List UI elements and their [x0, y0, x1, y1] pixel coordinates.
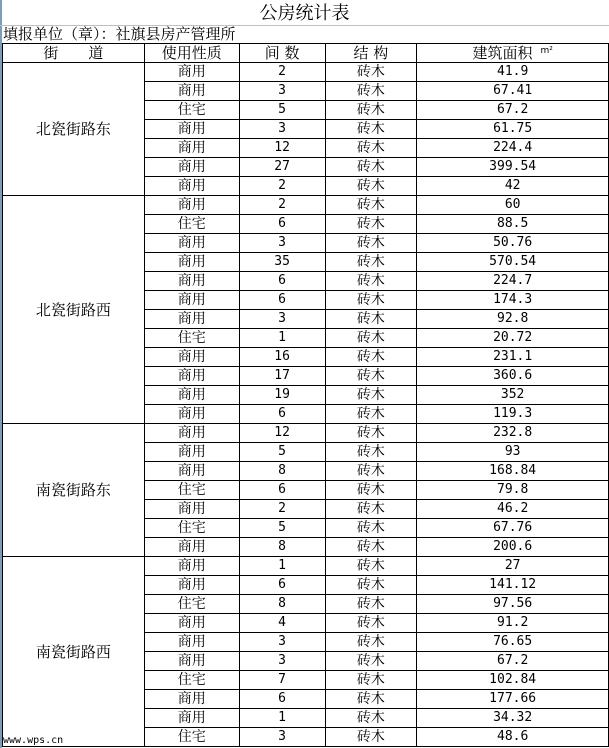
count-cell: 5	[239, 443, 325, 462]
count-cell: 8	[239, 538, 325, 557]
area-cell: 231.1	[417, 348, 609, 367]
street-cell: 南瓷街路西	[3, 557, 145, 747]
count-cell: 6	[239, 215, 325, 234]
area-cell: 224.7	[417, 272, 609, 291]
count-cell: 17	[239, 367, 325, 386]
header-area-label: 建筑面积	[472, 44, 533, 62]
structure-cell: 砖木	[325, 329, 417, 348]
count-cell: 3	[239, 234, 325, 253]
area-cell: 67.2	[417, 652, 609, 671]
count-cell: 19	[239, 386, 325, 405]
area-cell: 79.8	[417, 481, 609, 500]
count-cell: 5	[239, 101, 325, 120]
area-cell: 141.12	[417, 576, 609, 595]
count-cell: 1	[239, 329, 325, 348]
use-cell: 住宅	[144, 728, 239, 747]
structure-cell: 砖木	[325, 424, 417, 443]
structure-cell: 砖木	[325, 443, 417, 462]
area-cell: 174.3	[417, 291, 609, 310]
use-cell: 商用	[144, 253, 239, 272]
header-structure: 结 构	[325, 44, 417, 63]
area-cell: 34.32	[417, 709, 609, 728]
use-cell: 住宅	[144, 595, 239, 614]
area-cell: 97.56	[417, 595, 609, 614]
structure-cell: 砖木	[325, 671, 417, 690]
area-cell: 168.84	[417, 462, 609, 481]
use-cell: 商用	[144, 633, 239, 652]
header-count: 间 数	[239, 44, 325, 63]
header-street: 街 道	[3, 44, 145, 63]
structure-cell: 砖木	[325, 576, 417, 595]
area-cell: 60	[417, 196, 609, 215]
count-cell: 12	[239, 139, 325, 158]
count-cell: 6	[239, 481, 325, 500]
use-cell: 商用	[144, 120, 239, 139]
area-cell: 200.6	[417, 538, 609, 557]
use-cell: 商用	[144, 557, 239, 576]
use-cell: 商用	[144, 82, 239, 101]
count-cell: 27	[239, 158, 325, 177]
structure-cell: 砖木	[325, 652, 417, 671]
count-cell: 6	[239, 405, 325, 424]
area-cell: 76.65	[417, 633, 609, 652]
header-use: 使用性质	[144, 44, 239, 63]
area-cell: 119.3	[417, 405, 609, 424]
area-cell: 67.2	[417, 101, 609, 120]
structure-cell: 砖木	[325, 291, 417, 310]
count-cell: 5	[239, 519, 325, 538]
watermark: www.wps.cn	[3, 735, 64, 746]
structure-cell: 砖木	[325, 253, 417, 272]
area-cell: 50.76	[417, 234, 609, 253]
area-cell: 67.41	[417, 82, 609, 101]
area-cell: 48.6	[417, 728, 609, 747]
area-cell: 232.8	[417, 424, 609, 443]
use-cell: 商用	[144, 272, 239, 291]
use-cell: 商用	[144, 367, 239, 386]
use-cell: 住宅	[144, 481, 239, 500]
area-cell: 88.5	[417, 215, 609, 234]
page-title: 公房统计表	[0, 0, 609, 26]
area-cell: 224.4	[417, 139, 609, 158]
area-cell: 352	[417, 386, 609, 405]
area-cell: 42	[417, 177, 609, 196]
area-cell: 399.54	[417, 158, 609, 177]
count-cell: 8	[239, 462, 325, 481]
area-cell: 360.6	[417, 367, 609, 386]
structure-cell: 砖木	[325, 690, 417, 709]
use-cell: 商用	[144, 500, 239, 519]
count-cell: 3	[239, 120, 325, 139]
structure-cell: 砖木	[325, 63, 417, 82]
count-cell: 4	[239, 614, 325, 633]
table-row	[3, 196, 609, 215]
reporting-unit: 填报单位（章）：社旗县房产管理所	[3, 25, 236, 43]
use-cell: 商用	[144, 310, 239, 329]
use-cell: 商用	[144, 63, 239, 82]
structure-cell: 砖木	[325, 481, 417, 500]
structure-cell: 砖木	[325, 367, 417, 386]
structure-cell: 砖木	[325, 101, 417, 120]
header-area	[417, 44, 609, 63]
table-row	[3, 557, 609, 576]
structure-cell: 砖木	[325, 557, 417, 576]
use-cell: 商用	[144, 614, 239, 633]
structure-cell: 砖木	[325, 614, 417, 633]
street-cell: 南瓷街路东	[3, 424, 145, 557]
use-cell: 商用	[144, 405, 239, 424]
count-cell: 3	[239, 310, 325, 329]
header-area-unit: m²	[540, 46, 553, 56]
structure-cell: 砖木	[325, 272, 417, 291]
use-cell: 商用	[144, 538, 239, 557]
street-cell: 北瓷街路东	[3, 63, 145, 196]
use-cell: 商用	[144, 462, 239, 481]
area-cell: 570.54	[417, 253, 609, 272]
structure-cell: 砖木	[325, 139, 417, 158]
structure-cell: 砖木	[325, 177, 417, 196]
use-cell: 住宅	[144, 519, 239, 538]
area-cell: 20.72	[417, 329, 609, 348]
count-cell: 2	[239, 500, 325, 519]
count-cell: 3	[239, 633, 325, 652]
use-cell: 商用	[144, 158, 239, 177]
structure-cell: 砖木	[325, 196, 417, 215]
use-cell: 住宅	[144, 215, 239, 234]
area-cell: 61.75	[417, 120, 609, 139]
structure-cell: 砖木	[325, 633, 417, 652]
use-cell: 住宅	[144, 101, 239, 120]
structure-cell: 砖木	[325, 348, 417, 367]
count-cell: 6	[239, 576, 325, 595]
table-row	[3, 63, 609, 82]
area-cell: 92.8	[417, 310, 609, 329]
count-cell: 3	[239, 728, 325, 747]
structure-cell: 砖木	[325, 82, 417, 101]
count-cell: 2	[239, 177, 325, 196]
structure-cell: 砖木	[325, 405, 417, 424]
structure-cell: 砖木	[325, 709, 417, 728]
use-cell: 商用	[144, 690, 239, 709]
area-cell: 177.66	[417, 690, 609, 709]
area-cell: 46.2	[417, 500, 609, 519]
structure-cell: 砖木	[325, 158, 417, 177]
count-cell: 12	[239, 424, 325, 443]
structure-cell: 砖木	[325, 538, 417, 557]
structure-cell: 砖木	[325, 519, 417, 538]
count-cell: 3	[239, 652, 325, 671]
table-row	[3, 424, 609, 443]
use-cell: 住宅	[144, 329, 239, 348]
count-cell: 16	[239, 348, 325, 367]
public-housing-table	[2, 43, 609, 747]
use-cell: 商用	[144, 652, 239, 671]
structure-cell: 砖木	[325, 215, 417, 234]
use-cell: 商用	[144, 348, 239, 367]
area-cell: 41.9	[417, 63, 609, 82]
structure-cell: 砖木	[325, 120, 417, 139]
use-cell: 商用	[144, 424, 239, 443]
count-cell: 8	[239, 595, 325, 614]
count-cell: 2	[239, 63, 325, 82]
count-cell: 6	[239, 272, 325, 291]
structure-cell: 砖木	[325, 595, 417, 614]
count-cell: 1	[239, 557, 325, 576]
use-cell: 商用	[144, 709, 239, 728]
use-cell: 商用	[144, 386, 239, 405]
area-cell: 67.76	[417, 519, 609, 538]
structure-cell: 砖木	[325, 462, 417, 481]
structure-cell: 砖木	[325, 234, 417, 253]
use-cell: 商用	[144, 576, 239, 595]
area-cell: 102.84	[417, 671, 609, 690]
structure-cell: 砖木	[325, 500, 417, 519]
count-cell: 6	[239, 291, 325, 310]
use-cell: 商用	[144, 443, 239, 462]
use-cell: 商用	[144, 139, 239, 158]
structure-cell: 砖木	[325, 310, 417, 329]
header-row	[3, 44, 609, 63]
count-cell: 2	[239, 196, 325, 215]
count-cell: 7	[239, 671, 325, 690]
area-cell: 91.2	[417, 614, 609, 633]
count-cell: 1	[239, 709, 325, 728]
count-cell: 6	[239, 690, 325, 709]
count-cell: 3	[239, 82, 325, 101]
street-cell: 北瓷街路西	[3, 196, 145, 424]
structure-cell: 砖木	[325, 728, 417, 747]
structure-cell: 砖木	[325, 386, 417, 405]
use-cell: 住宅	[144, 671, 239, 690]
use-cell: 商用	[144, 234, 239, 253]
use-cell: 商用	[144, 196, 239, 215]
area-cell: 93	[417, 443, 609, 462]
area-cell: 27	[417, 557, 609, 576]
count-cell: 35	[239, 253, 325, 272]
use-cell: 商用	[144, 177, 239, 196]
use-cell: 商用	[144, 291, 239, 310]
